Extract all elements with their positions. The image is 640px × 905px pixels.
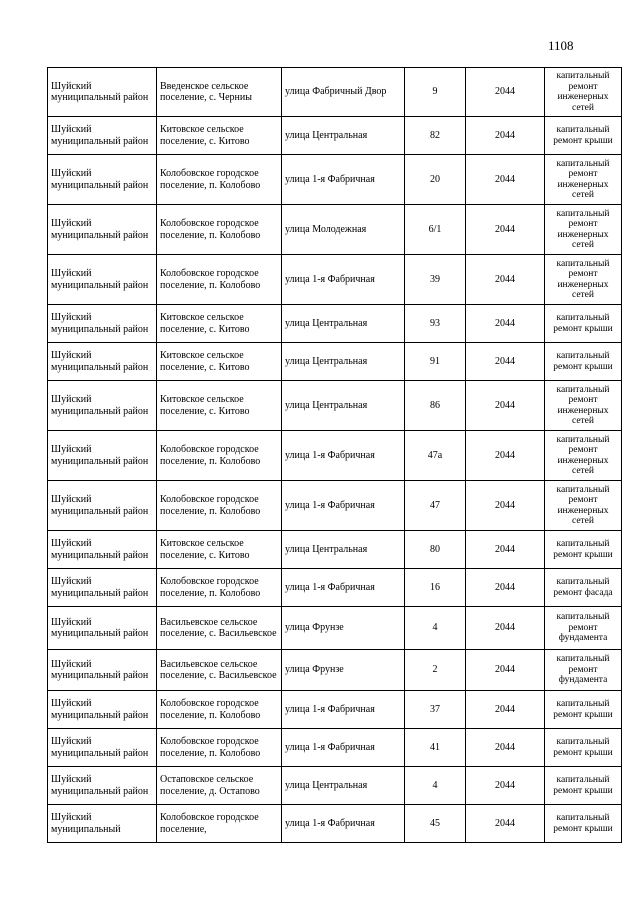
page-number: 1108 xyxy=(548,38,574,53)
cell-settlement: Китовское сельское поселение, с. Китово xyxy=(157,381,282,431)
cell-year: 2044 xyxy=(466,205,545,255)
cell-year: 2044 xyxy=(466,481,545,531)
cell-settlement: Колобовское городское поселение, п. Колобово xyxy=(157,729,282,767)
cell-work-type: капитальный ремонт крыши xyxy=(545,117,622,155)
cell-work-type: капитальный ремонт инженерных сетей xyxy=(545,255,622,305)
cell-street: улица Центральная xyxy=(282,343,405,381)
cell-work-type: капитальный ремонт инженерных сетей xyxy=(545,205,622,255)
cell-settlement: Колобовское городское поселение, п. Колобово xyxy=(157,255,282,305)
cell-work-type: капитальный ремонт инженерных сетей xyxy=(545,431,622,481)
cell-house-number: 9 xyxy=(405,68,466,117)
cell-district: Шуйский муниципальный район xyxy=(48,691,157,729)
cell-work-type: капитальный ремонт фасада xyxy=(545,569,622,607)
table-row xyxy=(48,607,622,650)
cell-settlement: Китовское сельское поселение, с. Китово xyxy=(157,117,282,155)
table-row xyxy=(48,691,622,729)
cell-year: 2044 xyxy=(466,691,545,729)
cell-district: Шуйский муниципальный район xyxy=(48,569,157,607)
cell-district: Шуйский муниципальный район xyxy=(48,68,157,117)
cell-year: 2044 xyxy=(466,255,545,305)
cell-year: 2044 xyxy=(466,805,545,843)
cell-district: Шуйский муниципальный район xyxy=(48,155,157,205)
table-body xyxy=(48,68,622,843)
cell-district: Шуйский муниципальный xyxy=(48,805,157,843)
table-row xyxy=(48,343,622,381)
cell-house-number: 37 xyxy=(405,691,466,729)
cell-year: 2044 xyxy=(466,569,545,607)
cell-district: Шуйский муниципальный район xyxy=(48,607,157,650)
cell-district: Шуйский муниципальный район xyxy=(48,343,157,381)
table-row xyxy=(48,117,622,155)
cell-settlement: Колобовское городское поселение, п. Колобово xyxy=(157,481,282,531)
table-row xyxy=(48,305,622,343)
cell-year: 2044 xyxy=(466,343,545,381)
cell-street: улица 1-я Фабричная xyxy=(282,729,405,767)
cell-year: 2044 xyxy=(466,531,545,569)
cell-settlement: Остаповское сельское поселение, д. Остапово xyxy=(157,767,282,805)
cell-district: Шуйский муниципальный район xyxy=(48,531,157,569)
cell-house-number: 82 xyxy=(405,117,466,155)
cell-settlement: Введенское сельское поселение, с. Черниы xyxy=(157,68,282,117)
cell-street: улица 1-я Фабричная xyxy=(282,569,405,607)
cell-year: 2044 xyxy=(466,729,545,767)
table-row xyxy=(48,531,622,569)
cell-house-number: 45 xyxy=(405,805,466,843)
cell-year: 2044 xyxy=(466,68,545,117)
cell-work-type: капитальный ремонт фундамента xyxy=(545,650,622,691)
table-row xyxy=(48,481,622,531)
cell-street: улица Центральная xyxy=(282,381,405,431)
cell-house-number: 47 xyxy=(405,481,466,531)
table-row xyxy=(48,431,622,481)
cell-district: Шуйский муниципальный район xyxy=(48,767,157,805)
cell-work-type: капитальный ремонт крыши xyxy=(545,805,622,843)
cell-district: Шуйский муниципальный район xyxy=(48,431,157,481)
cell-street: улица Фрунзе xyxy=(282,607,405,650)
table-row xyxy=(48,255,622,305)
housing-repair-table xyxy=(47,67,622,843)
cell-district: Шуйский муниципальный район xyxy=(48,481,157,531)
table-row xyxy=(48,650,622,691)
cell-house-number: 16 xyxy=(405,569,466,607)
cell-settlement: Китовское сельское поселение, с. Китово xyxy=(157,531,282,569)
cell-house-number: 20 xyxy=(405,155,466,205)
cell-street: улица Фабричный Двор xyxy=(282,68,405,117)
cell-year: 2044 xyxy=(466,381,545,431)
cell-house-number: 39 xyxy=(405,255,466,305)
table-row xyxy=(48,381,622,431)
cell-work-type: капитальный ремонт крыши xyxy=(545,729,622,767)
cell-district: Шуйский муниципальный район xyxy=(48,305,157,343)
cell-house-number: 86 xyxy=(405,381,466,431)
cell-house-number: 80 xyxy=(405,531,466,569)
cell-street: улица 1-я Фабричная xyxy=(282,691,405,729)
table-row xyxy=(48,767,622,805)
cell-street: улица 1-я Фабричная xyxy=(282,481,405,531)
cell-settlement: Китовское сельское поселение, с. Китово xyxy=(157,343,282,381)
cell-year: 2044 xyxy=(466,431,545,481)
cell-work-type: капитальный ремонт крыши xyxy=(545,691,622,729)
table-row xyxy=(48,205,622,255)
cell-settlement: Колобовское городское поселение, п. Колобово xyxy=(157,691,282,729)
table-row xyxy=(48,569,622,607)
cell-year: 2044 xyxy=(466,650,545,691)
cell-street: улица 1-я Фабричная xyxy=(282,155,405,205)
cell-settlement: Китовское сельское поселение, с. Китово xyxy=(157,305,282,343)
table-row xyxy=(48,155,622,205)
cell-district: Шуйский муниципальный район xyxy=(48,205,157,255)
cell-district: Шуйский муниципальный район xyxy=(48,381,157,431)
cell-work-type: капитальный ремонт фундамента xyxy=(545,607,622,650)
cell-district: Шуйский муниципальный район xyxy=(48,650,157,691)
cell-work-type: капитальный ремонт крыши xyxy=(545,767,622,805)
cell-work-type: капитальный ремонт крыши xyxy=(545,343,622,381)
cell-settlement: Васильевское сельское поселение, с. Васильевское xyxy=(157,650,282,691)
cell-work-type: капитальный ремонт крыши xyxy=(545,531,622,569)
cell-house-number: 47а xyxy=(405,431,466,481)
cell-settlement: Колобовское городское поселение, п. Колобово xyxy=(157,205,282,255)
cell-house-number: 41 xyxy=(405,729,466,767)
cell-district: Шуйский муниципальный район xyxy=(48,729,157,767)
cell-house-number: 4 xyxy=(405,767,466,805)
table-row xyxy=(48,68,622,117)
cell-work-type: капитальный ремонт инженерных сетей xyxy=(545,481,622,531)
cell-settlement: Васильевское сельское поселение, с. Васильевское xyxy=(157,607,282,650)
cell-house-number: 6/1 xyxy=(405,205,466,255)
cell-settlement: Колобовское городское поселение, п. Колобово xyxy=(157,155,282,205)
cell-street: улица Центральная xyxy=(282,117,405,155)
cell-house-number: 4 xyxy=(405,607,466,650)
table-row xyxy=(48,805,622,843)
cell-district: Шуйский муниципальный район xyxy=(48,117,157,155)
cell-work-type: капитальный ремонт инженерных сетей xyxy=(545,68,622,117)
cell-house-number: 2 xyxy=(405,650,466,691)
cell-street: улица 1-я Фабричная xyxy=(282,805,405,843)
cell-work-type: капитальный ремонт инженерных сетей xyxy=(545,155,622,205)
cell-street: улица 1-я Фабричная xyxy=(282,431,405,481)
cell-street: улица Центральная xyxy=(282,305,405,343)
cell-year: 2044 xyxy=(466,155,545,205)
cell-street: улица Фрунзе xyxy=(282,650,405,691)
cell-street: улица Молодежная xyxy=(282,205,405,255)
cell-street: улица 1-я Фабричная xyxy=(282,255,405,305)
cell-year: 2044 xyxy=(466,305,545,343)
cell-street: улица Центральная xyxy=(282,531,405,569)
cell-settlement: Колобовское городское поселение, п. Колобово xyxy=(157,569,282,607)
cell-work-type: капитальный ремонт крыши xyxy=(545,305,622,343)
cell-settlement: Колобовское городское поселение, п. Колобово xyxy=(157,431,282,481)
cell-year: 2044 xyxy=(466,117,545,155)
cell-year: 2044 xyxy=(466,607,545,650)
cell-street: улица Центральная xyxy=(282,767,405,805)
cell-settlement: Колобовское городское поселение, xyxy=(157,805,282,843)
cell-year: 2044 xyxy=(466,767,545,805)
cell-house-number: 91 xyxy=(405,343,466,381)
cell-work-type: капитальный ремонт инженерных сетей xyxy=(545,381,622,431)
cell-district: Шуйский муниципальный район xyxy=(48,255,157,305)
table-row xyxy=(48,729,622,767)
cell-house-number: 93 xyxy=(405,305,466,343)
